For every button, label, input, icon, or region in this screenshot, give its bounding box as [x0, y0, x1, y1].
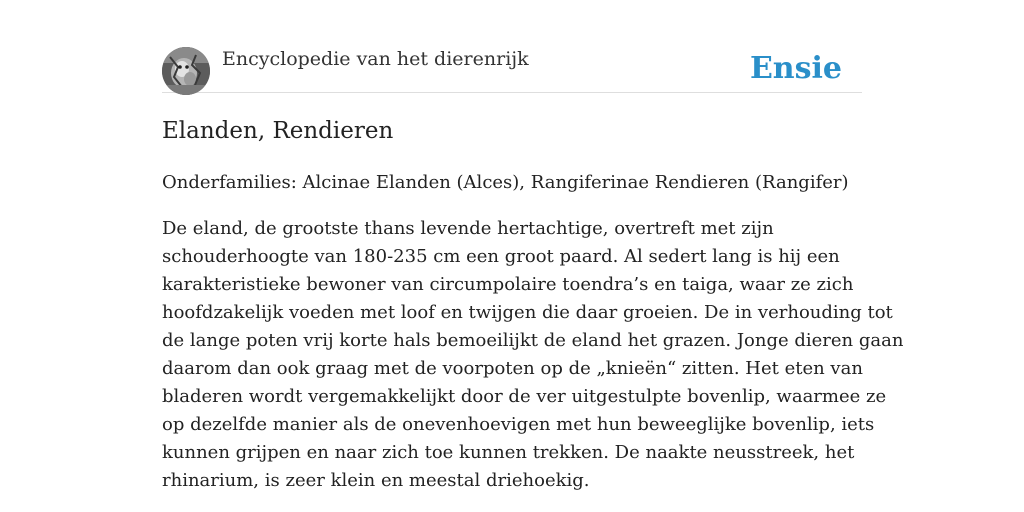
- body-line: hoofdzakelijk voeden met loof en twijgen die daar groeien. De in verhouding tot: [162, 302, 893, 323]
- body-line: De eland, de grootste thans levende hertachtige, overtreft met zijn: [162, 218, 774, 239]
- body-line: op dezelfde manier als de onevenhoevigen met hun beweeglijke bovenlip, iets: [162, 414, 875, 435]
- animal-photo-icon: [162, 47, 210, 95]
- source-header: [162, 44, 862, 93]
- body-line: karakteristieke bewoner van circumpolaire toendra’s en taiga, waar ze zich: [162, 274, 854, 295]
- body-line: de lange poten vrij korte hals bemoeilijkt de eland het grazen. Jonge dieren gaan: [162, 330, 904, 351]
- source-name-link[interactable]: Encyclopedie van het dierenrijk: [222, 48, 529, 70]
- body-line: kunnen grijpen en naar zich toe kunnen trekken. De naakte neusstreek, het: [162, 442, 855, 463]
- body-line: bladeren wordt vergemakkelijkt door de ver uitgestulpte bovenlip, waarmee ze: [162, 386, 887, 407]
- article-body: [162, 215, 904, 495]
- body-line: daarom dan ook graag met de voorpoten op de „knieën“ zitten. Het eten van: [162, 358, 863, 379]
- body-line: schouderhoogte van 180-235 cm een groot paard. Al sedert lang is hij een: [162, 246, 840, 267]
- article-page: [162, 0, 904, 512]
- source-avatar-icon[interactable]: [162, 47, 210, 95]
- body-line: rhinarium, is zeer klein en meestal driehoekig.: [162, 470, 590, 491]
- ensie-logo[interactable]: Ensie: [749, 51, 842, 86]
- page-title: Elanden, Rendieren: [162, 118, 394, 144]
- subfamilies-text: Onderfamilies: Alcinae Elanden (Alces), Rangiferinae Rendieren (Rangifer): [162, 172, 849, 193]
